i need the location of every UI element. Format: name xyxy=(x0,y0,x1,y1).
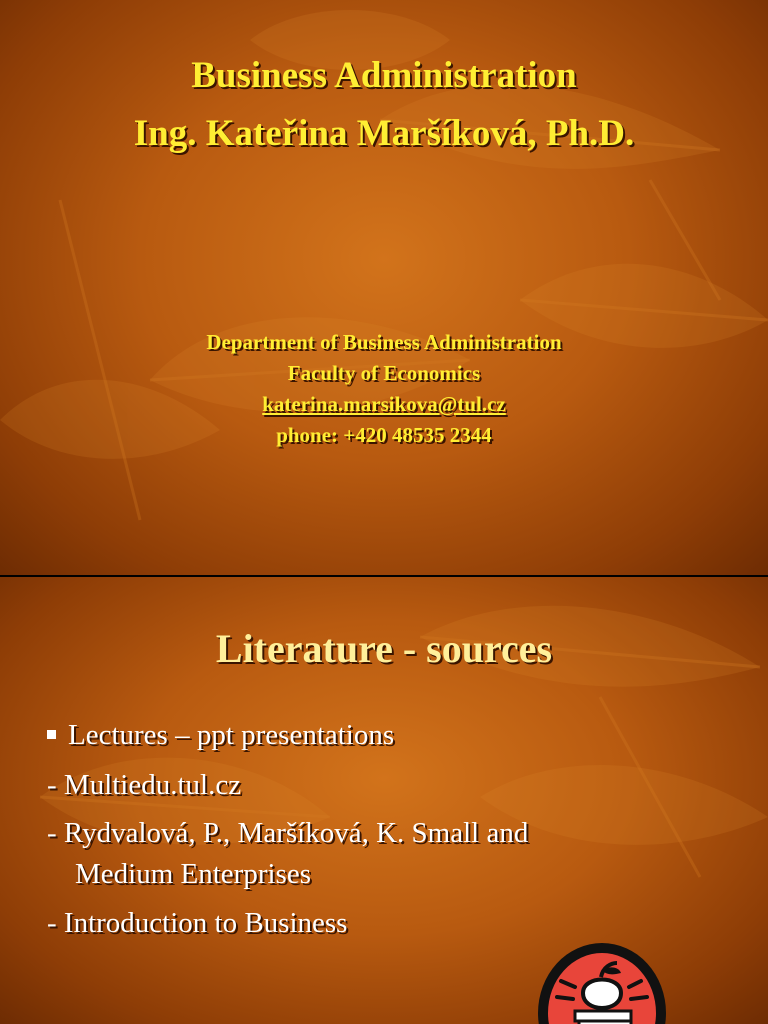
list-item-continuation: Medium Enterprises xyxy=(75,858,311,890)
email-link[interactable]: katerina.marsikova@tul.cz xyxy=(262,392,506,416)
slide-heading: Literature - sources xyxy=(215,626,553,671)
list-item: - Introduction to Business xyxy=(47,907,348,939)
list-item-text: Lectures – ppt presentations xyxy=(68,719,395,751)
square-bullet-icon xyxy=(47,730,56,739)
literature-slide xyxy=(0,577,768,1024)
book-apple-clipart-icon xyxy=(537,941,667,1024)
presenter-name: Ing. Kateřina Maršíková, Ph.D. xyxy=(133,113,635,154)
list-item: - Multiedu.tul.cz xyxy=(47,769,242,801)
list-item xyxy=(47,719,394,752)
faculty-text: Faculty of Economics xyxy=(287,361,481,385)
phone-text: phone: +420 48535 2344 xyxy=(276,423,492,447)
list-item: - Rydvalová, P., Maršíková, K. Small and xyxy=(47,817,529,849)
department-text: Department of Business Administration xyxy=(206,330,562,354)
presentation-title: Business Administration xyxy=(191,55,577,96)
